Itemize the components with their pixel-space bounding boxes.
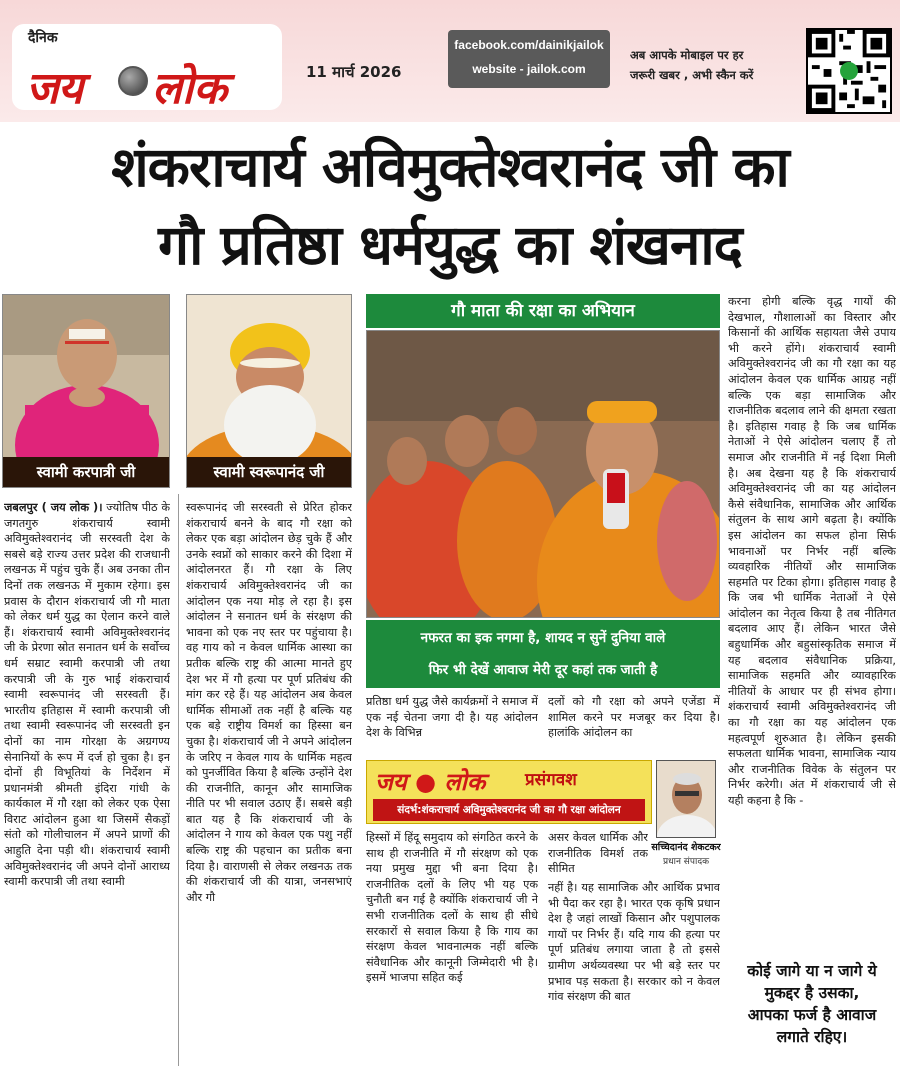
column-3-bottom-text: हिस्सों में हिंदू समुदाय को संगठित करने के साथ ही राजनीति में गौ संरक्षण को एक नया प्रमुख मुद्दा भी बना दिया है। राजनीतिक दलों के लिए भी यह एक चुनौती बन गई है क्योंकि शंकराचार्य जी ने सभी राजनीतिक दलों के साथ ही सीधे सरकारों से सवाल किया है कि गाय का संरक्षण केवल भावनात्मक नहीं बल्कि संवैधानिक और कानूनी जिम्मेदारी भी है। इसमें भाजपा सहित कई — [366, 831, 538, 985]
article-column-4-bottom-lead — [548, 830, 648, 878]
logo-text-jay: जय — [26, 63, 83, 114]
masthead — [0, 0, 900, 122]
editor-avatar — [656, 760, 716, 838]
article-column-1 — [4, 500, 170, 1068]
facebook-link[interactable]: facebook.com/dainikjailok — [454, 38, 604, 52]
photo-shankaracharya-main — [366, 330, 720, 618]
column-4-bottom-lead-text: असर केवल धार्मिक और राजनीतिक विमर्श तक सीमित — [548, 831, 648, 876]
article-column-3-top — [366, 694, 538, 756]
column-1-text: ज्योतिष पीठ के जगतगुरु शंकराचार्य स्वामी अविमुक्तेश्वरानंद जी सरस्वती देश के सबसे बड़े राज्य उत्तर प्रदेश की राजधानी लखनऊ में पहुंच चुके हैं। अब उनका तीन दिनों तक लखनऊ में मुकाम रहेगा। इस प्रवास के दौरान शंकराचार्य जी गौ माता को लेकर धर्म युद्ध का ऐलान करने वाले हैं। शंकराचार्य स्वामी अविमुक्तेश्वरानंद जी के प्रेरणा स्रोत सनातन धर्म के सर्वोच्च धर्म सम्राट स्वामी करपात्री जी तथा करपात्री जी के गुरु भाई शंकराचार्य स्वामी स्वरूपानंद जी सरस्वती हैं। भारतीय इतिहास में स्वामी करपात्री जी तथा स्वामी स्वरूपानंद जी सरस्वती इन दोनों का नाम गोरक्षा के अग्रगण्य सेनानियों के रूप में दर्ज हो चुका है। इन दोनों ही विभूतियां के निर्देशन में प्रधानमंत्री श्रीमती इंदिरा गांधी के कार्यकाल में गौ रक्षा को लेकर एक ऐसा विराट आंदोलन हुआ था जिसमें सैकड़ों संतो को गोलीचालन में अपने प्राणों की आहुति देना पड़ी थी। शंकराचार्य स्वामी अविमुक्तेश्वरानंद जी अपने दोनों आराध्य स्वामी करपात्री जी तथा स्वामी — [4, 501, 170, 889]
prasangvash-title: प्रसंगवश — [525, 770, 577, 790]
globe-icon — [118, 66, 148, 96]
qr-code-icon[interactable] — [806, 28, 892, 114]
headline-line-2: गौ प्रतिष्ठा धर्मयुद्ध का शंखनाद — [158, 213, 742, 277]
editor-name: सच्चिदानंद शेकटकर — [651, 842, 721, 853]
closing-quote-line-2: मुकद्दर है उसका, — [764, 984, 860, 1002]
column-4-bottom-text: नहीं है। यह सामाजिक और आर्थिक प्रभाव भी पैदा कर रहा है। भारत एक कृषि प्रधान देश है जहां लाखों किसान और पशुपालक गायों पर निर्भर हैं। यदि गाय की हत्या पर पूर्ण प्रतिबंध लगाया जाता है तो इससे ग्रामीण अर्थव्यवस्था पर भी बड़े स्तर पर प्रभाव पड़ सकता है। सरकार को न केवल गांव संरक्षण की बात — [548, 881, 720, 1004]
column-5-text: करना होगी बल्कि वृद्ध गायों की देखभाल, गौशालाओं का विस्तार और किसानों की आर्थिक सहायता जैसे उपाय भी करने होंगे। शंकराचार्य स्वामी अविमुक्तेश्वरानंद जी का गौ रक्षा का यह आंदोलन केवल एक धार्मिक आग्रह नहीं बल्कि एक बड़ा सामाजिक और राजनीतिक बदलाव लाने की क्षमता रखता है। इतिहास गवाह है कि जब धार्मिक नेताओं ने ऐसे आंदोलन चलाए हैं तो समाज और राजनीति में नई दिशा मिली है। अब देखना यह है कि शंकराचार्य अविमुक्तेश्वरानंद जी का यह आंदोलन कैसे संवैधानिक, सामाजिक और आर्थिक संतुलन के साथ आगे बढ़ता है। क्योंकि इस आंदोलन का सफल होना सिर्फ भावनाओं पर निर्भर नहीं बल्कि व्यवहारिक नीतियों और सामाजिक सहमति पर टिका होगा। इतिहास गवाह है कि जब भी धार्मिक नेताओं ने ऐसे आंदोलन का नेतृत्व किया है तब नीतिगत बदलाव आए हैं। लेकिन भारत जैसे बहुधार्मिक और बहुसांस्कृतिक समाज में यह बदलाव संवैधानिक प्रक्रिया, सामाजिक सहमति और व्यावहारिक नीतियों के आधार पर ही संभव होगा। शंकराचार्य स्वामी अविमुक्तेश्वरानंद जी का गौ रक्षा का यह आंदोलन एक महत्वपूर्ण शुरुआत है। लेकिन इसकी सफलता धार्मिक भावना, सामाजिक न्याय और राजनीतिक विवेक के संतुलन पर निर्भर करेगी। अंत में शंकराचार्य जी से यही कहना है कि - — [728, 295, 896, 807]
prasangvash-box — [366, 760, 652, 824]
social-box — [448, 30, 610, 88]
article-column-4-top — [548, 694, 720, 756]
issue-date: 11 मार्च 2026 — [306, 63, 402, 81]
closing-quote-line-3: आपका फर्ज है आवाज — [747, 1006, 877, 1024]
article-column-4-bottom — [548, 880, 720, 1068]
article-column-3-bottom — [366, 830, 538, 1068]
logo-daily-label: दैनिक — [28, 30, 58, 46]
closing-quote-line-4: लगाते रहिए। — [776, 1028, 848, 1046]
ghazal-quote-line-1: नफरत का इक नगमा है, शायद न सुनें दुनिया वाले — [420, 630, 666, 646]
headline-line-1: शंकराचार्य अविमुक्तेश्वरानंद जी का — [111, 135, 789, 199]
article-column-5 — [728, 294, 896, 958]
dateline: जबलपुर ( जय लोक )। — [4, 501, 103, 514]
prasangvash-logo: जय ● लोक — [375, 767, 486, 796]
mobile-promo-line1: अब आपके मोबाइल पर हर — [630, 48, 744, 62]
prasangvash-subtitle: संदर्भ:शंकराचार्य अविमुक्तेश्वरानंद जी का गौ रक्षा आंदोलन — [373, 799, 645, 821]
editor-role: प्रधान संपादक — [662, 857, 710, 867]
ghazal-quote-line-2: फिर भी देखें आवाज मेरी दूर कहां तक जाती है — [428, 662, 658, 678]
column-3-top-text: प्रतिष्ठा धर्म युद्ध जैसे कार्यक्रमों ने समाज में एक नई चेतना जगा दी है। यह आंदोलन देश के विभिन्न — [366, 695, 538, 740]
column-2-text: स्वरूपानंद जी सरस्वती से प्रेरित होकर शंकराचार्य बनने के बाद गौ रक्षा को लेकर एक बड़ा आंदोलन छेड़ चुके हैं और उनके स्वप्नों को साकार करने की दिशा में आंदोलनरत हैं। गौ रक्षा के लिए शंकराचार्य अविमुक्तेश्वरानंद जी का आंदोलन एक नया मोड़ ले रहा है। इस आंदोलन ने सनातन धर्म के संरक्षण की भावना को एक नए स्तर पर पहुंचाया है। वह गाय को न केवल धार्मिक आस्था का प्रतीक बल्कि राष्ट्र की आत्मा मानते हुए देश भर में गौ हत्या पर पूर्ण प्रतिबंध की मांग कर रहे हैं। यह आंदोलन अब केवल धार्मिक सीमाओं तक नहीं है बल्कि यह एक बड़े राष्ट्रीय विमर्श का हिस्सा बन चुका है। शंकराचार्य जी ने अपने आंदोलन के जरिए न केवल गाय के धार्मिक महत्व को पुनर्जीवित किया है बल्कि उन्होंने देश की राजनीति, कानून और सामाजिक नीति पर भी सवाल उठाए हैं। सबसे बड़ी बात यह है कि शंकराचार्य जी के आंदोलन ने गाय को केवल एक पशु नहीं बल्कि राष्ट्र की पहचान का प्रतीक बना दिया है। वाराणसी से लेकर लखनऊ तक की शंकराचार्य जी की यात्रा, जनसभाएं और गौ — [186, 501, 352, 904]
mobile-promo-line2: जरूरी खबर , अभी स्कैन करें — [630, 68, 754, 82]
campaign-banner: गौ माता की रक्षा का अभियान — [366, 294, 720, 328]
logo-text-lok: लोक — [152, 63, 228, 114]
page-headline — [0, 128, 900, 284]
column-divider — [178, 494, 179, 1066]
article-column-2 — [186, 500, 352, 1068]
website-link[interactable]: website - jailok.com — [472, 62, 586, 76]
ghazal-quote-banner — [366, 620, 720, 688]
photo-caption-karpatri: स्वामी करपात्री जी — [3, 457, 169, 487]
column-4-top-text: दलों को गौ रक्षा को अपने एजेंडा में शामिल करने पर मजबूर कर दिया है। हालांकि आंदोलन का — [548, 695, 720, 740]
closing-quote — [726, 960, 898, 1048]
photo-swaroopanand — [186, 294, 352, 488]
photo-caption-swaroopanand: स्वामी स्वरूपानंद जी — [187, 457, 351, 487]
closing-quote-line-1: कोई जागे या न जागे ये — [747, 962, 877, 980]
photo-karpatri — [2, 294, 170, 488]
